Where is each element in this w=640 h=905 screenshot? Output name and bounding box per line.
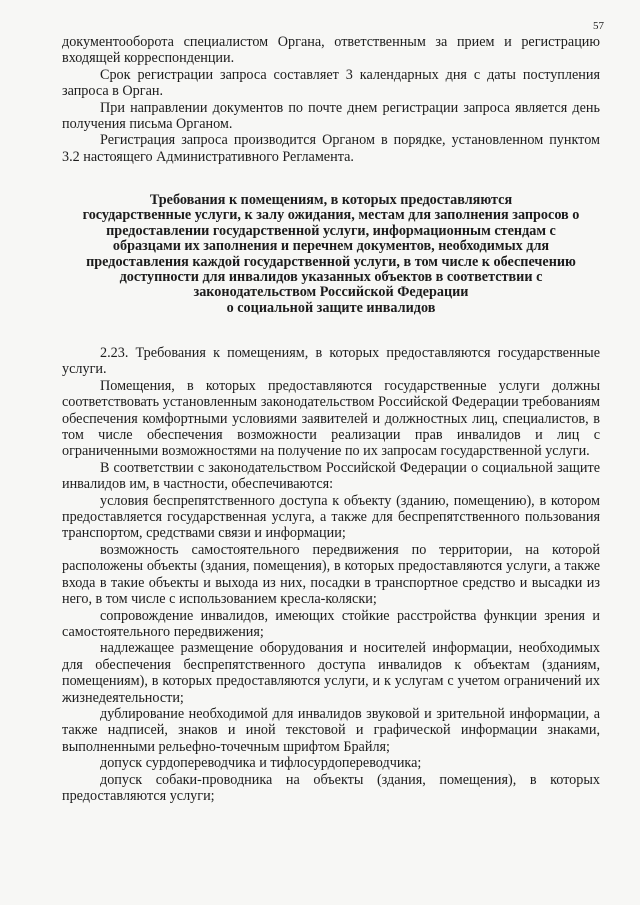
list-item: сопровождение инвалидов, имеющих стойкие расстройства функции зрения и самостоятельного передвижения; bbox=[62, 607, 600, 640]
heading-line: предоставления каждой государственной услуги, в том числе к обеспечению bbox=[86, 253, 576, 270]
paragraph: В соответствии с законодательством Российской Федерации о социальной защите инвалидов им, в частности, обеспечиваются: bbox=[62, 459, 600, 493]
list-item: дублирование необходимой для инвалидов звуковой и зрительной информации, а также надписей, знаков и иной текстовой и графической информации знаками, выполненными рельефно-точечным шрифтом Брайля; bbox=[62, 705, 600, 755]
section-text-block bbox=[62, 345, 600, 804]
heading-line: Требования к помещениям, в которых предоставляются bbox=[149, 192, 513, 208]
heading-line: законодательством Российской Федерации bbox=[193, 284, 469, 301]
list-item: условия беспрепятственного доступа к объекту (зданию, помещению), в котором предоставляется государственная услуга, а также для беспрепятственного пользования транспортом, средствами связи и информации; bbox=[62, 492, 600, 542]
list-item: надлежащее размещение оборудования и носителей информации, необходимых для обеспечения беспрепятственного доступа инвалидов к объектам (зданиям, помещениям), в которых предоставляются услуги, и к услугам с учетом ограничений их жизнедеятельности; bbox=[62, 640, 600, 706]
heading-line: предоставлении государственной услуги, информационным стендам с bbox=[106, 222, 556, 239]
list-item: допуск собаки-проводника на объекты (здания, помещения), в которых предоставляются услуги; bbox=[62, 771, 600, 804]
heading-line: доступности для инвалидов указанных объектов в соответствии с bbox=[119, 269, 543, 286]
section-heading bbox=[62, 193, 600, 316]
page-number: 57 bbox=[593, 20, 604, 32]
paragraph: При направлении документов по почте днем регистрации запроса является день получения письма Органом. bbox=[62, 99, 600, 133]
list-item: возможность самостоятельного передвижения по территории, на которой расположены объекты (здания, помещения), в которых предоставляются услуги, а также входа в такие объекты и выхода из них, посадки в транспортное средство и высадки из него, в том числе с использованием кресла-коляски; bbox=[62, 541, 600, 608]
heading-line: образцами их заполнения и перечнем документов, необходимых для bbox=[112, 238, 550, 255]
paragraph: 2.23. Требования к помещениям, в которых предоставляются государственные услуги. bbox=[62, 345, 600, 378]
paragraph: документооборота специалистом Органа, ответственным за прием и регистрацию входящей корреспонденции. bbox=[62, 34, 600, 67]
paragraph: Срок регистрации запроса составляет 3 календарных дня с даты поступления запроса в Орган. bbox=[62, 66, 600, 100]
heading-line: о социальной защите инвалидов bbox=[226, 299, 436, 316]
list-item: допуск сурдопереводчика и тифлосурдопереводчика; bbox=[100, 755, 422, 772]
paragraph: Регистрация запроса производится Органом в порядке, установленном пунктом 3.2 настоящего Административного Регламента. bbox=[62, 132, 600, 165]
heading-line: государственные услуги, к залу ожидания, местам для заполнения запросов о bbox=[82, 207, 580, 224]
top-text-block bbox=[62, 34, 600, 165]
paragraph: Помещения, в которых предоставляются государственные услуги должны соответствовать установленным законодательством Российской Федерации требованиям обеспечения комфортными условиями заявителей и должностных лиц, специалистов, в том числе обеспечения возможности реализации прав инвалидов и лиц с ограниченными возможностями на получение по их запросам государственной услуги. bbox=[62, 377, 600, 460]
